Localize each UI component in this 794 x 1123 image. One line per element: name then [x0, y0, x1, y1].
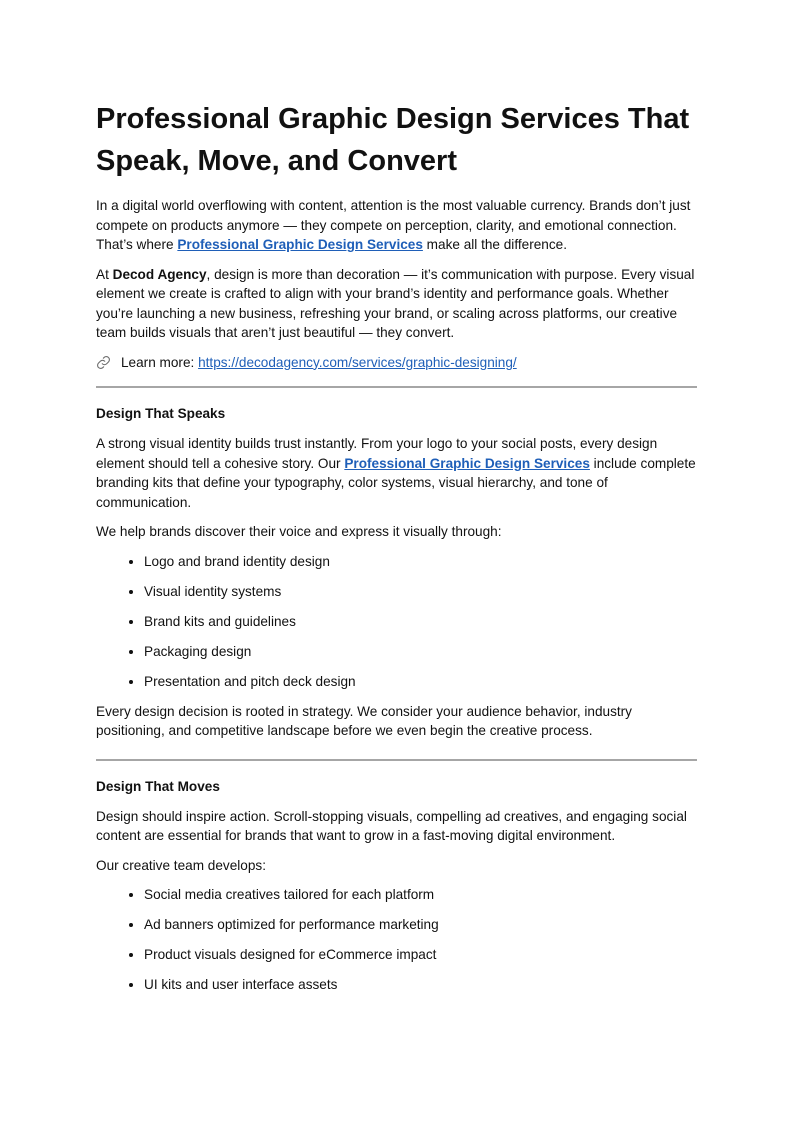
professional-graphic-design-services-link[interactable]: Professional Graphic Design Services — [177, 237, 423, 252]
section1-list — [96, 552, 697, 692]
learn-more-row — [96, 353, 697, 373]
list-item: • Product visuals designed for eCommerce impact — [144, 945, 697, 965]
section1-paragraph-1 — [96, 434, 697, 512]
intro-paragraph-1 — [96, 196, 697, 255]
section2-list — [96, 885, 697, 995]
section1-paragraph-2: We help brands discover their voice and express it visually through: — [96, 524, 502, 539]
intro-paragraph-2 — [96, 265, 697, 343]
intro-paragraph-1-text-start: In a digital world overflowing with content, attention is the most valuable currency. Brands don’t just compete on products anymore — they compete on perception, clarity, and emotional connection. That’s where — [96, 198, 691, 252]
learn-more-label: Learn more: — [121, 354, 199, 370]
intro-paragraph-2-text-end: , design is more than decoration — it’s communication with purpose. Every visual element we create is crafted to align with your brand’s identity and performance goals. Whether you’re launching a new business, refreshing your brand, or scaling across platforms, our creative team builds visuals that aren’t just beautiful — they convert. — [96, 266, 695, 340]
section1-paragraph-3: Every design decision is rooted in strategy. We consider your audience behavior, industry positioning, and competitive landscape before we even begin the creative process. — [96, 703, 632, 738]
list-item: • Visual identity systems — [144, 582, 697, 602]
list-item: • Logo and brand identity design — [144, 552, 697, 572]
agency-name: Decod Agency — [112, 266, 207, 282]
section-divider — [96, 386, 697, 388]
list-item: • Social media creatives tailored for each platform — [144, 885, 697, 905]
section-heading-design-that-speaks: Design That Speaks — [96, 406, 226, 421]
learn-more-url-link[interactable]: https://decodagency.com/services/graphic-designing/ — [198, 354, 517, 370]
list-item: • UI kits and user interface assets — [144, 975, 697, 995]
intro-paragraph-2-text-start: At — [96, 266, 113, 282]
section2-paragraph-2: Our creative team develops: — [96, 857, 267, 873]
link-icon — [96, 355, 111, 370]
page-title: Professional Graphic Design Services That Speak, Move, and Convert — [96, 103, 690, 177]
section1-paragraph-1-text-start: A strong visual identity builds trust instantly. From your logo to your social posts, every design element should tell a cohesive story. Our — [96, 436, 658, 471]
list-item: • Brand kits and guidelines — [144, 612, 697, 632]
section-heading-design-that-moves: Design That Moves — [96, 778, 220, 794]
list-item: • Ad banners optimized for performance marketing — [144, 915, 697, 935]
list-item: • Packaging design — [144, 642, 697, 662]
professional-graphic-design-services-link[interactable]: Professional Graphic Design Services — [344, 455, 590, 471]
section1-paragraph-1-text-end: include complete branding kits that define your typography, color systems, visual hierarchy, and tone of communication. — [96, 455, 696, 510]
section2-paragraph-1: Design should inspire action. Scroll-stopping visuals, compelling ad creatives, and engaging social content are essential for brands that want to grow in a fast-moving digital environment. — [96, 808, 687, 843]
section-divider — [96, 759, 697, 761]
list-item: • Presentation and pitch deck design — [144, 672, 697, 692]
intro-paragraph-1-text-end: make all the difference. — [422, 237, 567, 252]
